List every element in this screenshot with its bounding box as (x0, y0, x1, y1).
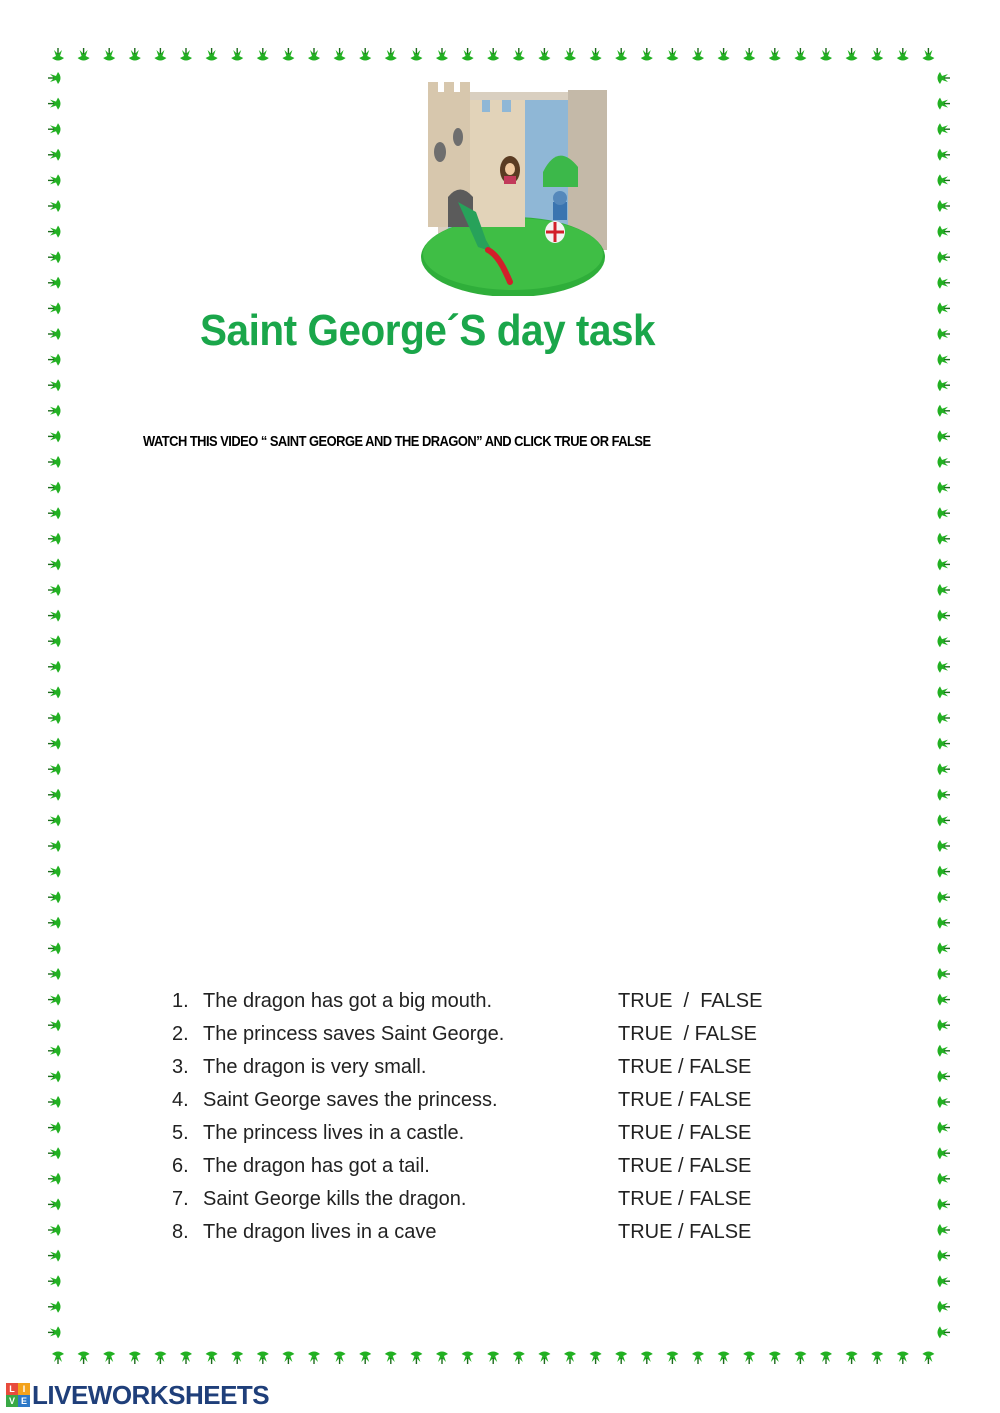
true-false-choice[interactable]: TRUE / FALSE (618, 1023, 757, 1045)
border-leaf-icon (129, 1352, 141, 1365)
border-leaf-icon (938, 1173, 951, 1185)
border-leaf-icon (308, 48, 320, 61)
border-leaf-icon (48, 1122, 61, 1134)
border-leaf-icon (48, 1275, 61, 1287)
border-leaf-icon (48, 72, 61, 84)
border-leaf-icon (48, 1301, 61, 1313)
border-leaf-icon (938, 200, 951, 212)
border-leaf-icon (938, 1326, 951, 1338)
border-leaf-icon (938, 456, 951, 468)
question-item (172, 1217, 812, 1250)
border-leaf-icon (48, 533, 61, 545)
question-number: 4. (172, 1089, 189, 1111)
border-leaf-icon (922, 1352, 934, 1365)
question-item (172, 1118, 812, 1151)
border-leaf-icon (938, 149, 951, 161)
border-leaf-icon (938, 123, 951, 135)
border-leaf-icon (615, 48, 627, 61)
border-leaf-icon (846, 48, 858, 61)
logo-text: LIVEWORKSHEETS (32, 1379, 270, 1410)
border-leaf-icon (794, 1352, 806, 1365)
border-leaf-icon (48, 482, 61, 494)
true-false-choice[interactable]: TRUE / FALSE (618, 1122, 752, 1144)
border-leaf-icon (938, 840, 951, 852)
border-leaf-icon (308, 1352, 320, 1365)
border-leaf-icon (938, 686, 951, 698)
border-leaf-icon (938, 1070, 951, 1082)
border-leaf-icon (718, 1352, 730, 1365)
border-leaf-icon (48, 277, 61, 289)
border-leaf-icon (938, 635, 951, 647)
border-leaf-icon (48, 558, 61, 570)
border-leaf-icon (938, 558, 951, 570)
border-leaf-icon (769, 48, 781, 61)
border-leaf-icon (48, 994, 61, 1006)
border-leaf-icon (48, 814, 61, 826)
question-item (172, 1019, 812, 1052)
border-leaf-icon (48, 174, 61, 186)
border-leaf-icon (938, 1122, 951, 1134)
border-leaf-icon (938, 1147, 951, 1159)
border-leaf-icon (385, 48, 397, 61)
border-leaf-icon (938, 1198, 951, 1210)
border-leaf-icon (48, 1326, 61, 1338)
border-leaf-icon (513, 1352, 525, 1365)
border-leaf-icon (938, 1275, 951, 1287)
border-leaf-icon (231, 48, 243, 61)
border-leaf-icon (48, 226, 61, 238)
border-leaf-icon (938, 1019, 951, 1031)
border-leaf-icon (48, 430, 61, 442)
border-leaf-icon (48, 405, 61, 417)
question-number: 3. (172, 1056, 189, 1078)
border-leaf-icon (282, 48, 294, 61)
border-leaf-icon (938, 866, 951, 878)
border-leaf-icon (938, 251, 951, 263)
border-leaf-icon (871, 48, 883, 61)
question-number: 7. (172, 1188, 189, 1210)
border-leaf-icon (938, 98, 951, 110)
liveworksheets-logo (6, 1380, 269, 1410)
border-leaf-icon (48, 251, 61, 263)
border-leaf-icon (846, 1352, 858, 1365)
border-leaf-icon (48, 149, 61, 161)
question-item (172, 1052, 812, 1085)
border-leaf-icon (436, 48, 448, 61)
border-leaf-icon (48, 942, 61, 954)
instruction-text: WATCH THIS VIDEO “ SAINT GEORGE AND THE DRAGON” AND CLICK TRUE OR FALSE (143, 433, 651, 450)
border-leaf-icon (48, 302, 61, 314)
border-leaf-icon (743, 48, 755, 61)
border-leaf-icon (938, 354, 951, 366)
border-leaf-icon (938, 277, 951, 289)
border-leaf-icon (938, 814, 951, 826)
border-leaf-icon (938, 763, 951, 775)
border-leaf-icon (129, 48, 141, 61)
border-leaf-icon (206, 48, 218, 61)
border-leaf-icon (48, 866, 61, 878)
border-leaf-icon (938, 226, 951, 238)
border-leaf-icon (938, 968, 951, 980)
border-leaf-icon (938, 1224, 951, 1236)
castle-craft-image (418, 72, 607, 296)
border-leaf-icon (359, 1352, 371, 1365)
border-leaf-icon (257, 48, 269, 61)
question-text: The dragon lives in a cave (203, 1221, 437, 1243)
border-leaf-icon (48, 1070, 61, 1082)
border-leaf-icon (48, 1250, 61, 1262)
question-number: 1. (172, 990, 189, 1012)
border-leaf-icon (938, 379, 951, 391)
border-leaf-icon (282, 1352, 294, 1365)
border-leaf-icon (48, 891, 61, 903)
border-leaf-icon (641, 1352, 653, 1365)
border-leaf-icon (48, 968, 61, 980)
question-number: 8. (172, 1221, 189, 1243)
border-leaf-icon (78, 1352, 90, 1365)
border-leaf-icon (743, 1352, 755, 1365)
border-leaf-icon (938, 405, 951, 417)
border-leaf-icon (48, 917, 61, 929)
border-leaf-icon (206, 1352, 218, 1365)
true-false-choice[interactable]: TRUE / FALSE (618, 990, 763, 1012)
border-leaf-icon (938, 891, 951, 903)
border-leaf-icon (938, 1045, 951, 1057)
border-leaf-icon (938, 917, 951, 929)
border-leaf-icon (48, 1045, 61, 1057)
border-leaf-icon (938, 1096, 951, 1108)
border-leaf-icon (666, 1352, 678, 1365)
question-number: 2. (172, 1023, 189, 1045)
border-leaf-icon (897, 1352, 909, 1365)
border-leaf-icon (666, 48, 678, 61)
true-false-choice[interactable]: TRUE / FALSE (618, 1089, 752, 1111)
question-item (172, 1085, 812, 1118)
border-leaf-icon (487, 1352, 499, 1365)
border-leaf-icon (462, 48, 474, 61)
border-leaf-icon (410, 1352, 422, 1365)
border-leaf-icon (938, 661, 951, 673)
border-leaf-icon (48, 635, 61, 647)
border-leaf-icon (410, 48, 422, 61)
border-leaf-icon (436, 1352, 448, 1365)
logo-icon: L I V E (6, 1383, 30, 1407)
question-text: The dragon has got a big mouth. (203, 990, 493, 1012)
border-leaf-icon (154, 1352, 166, 1365)
true-false-choice[interactable]: TRUE / FALSE (618, 1221, 752, 1243)
border-leaf-icon (48, 379, 61, 391)
border-leaf-icon (938, 994, 951, 1006)
border-leaf-icon (938, 712, 951, 724)
question-text: The princess saves Saint George. (203, 1023, 505, 1045)
true-false-choice[interactable]: TRUE / FALSE (618, 1188, 752, 1210)
border-leaf-icon (769, 1352, 781, 1365)
question-text: Saint George saves the princess. (203, 1089, 498, 1111)
border-leaf-icon (359, 48, 371, 61)
border-leaf-icon (48, 712, 61, 724)
border-leaf-icon (180, 48, 192, 61)
border-leaf-icon (692, 1352, 704, 1365)
question-item (172, 986, 812, 1019)
border-leaf-icon (48, 123, 61, 135)
border-leaf-icon (564, 1352, 576, 1365)
border-leaf-icon (938, 1301, 951, 1313)
border-leaf-icon (820, 48, 832, 61)
border-leaf-icon (334, 48, 346, 61)
border-leaf-icon (48, 1096, 61, 1108)
border-leaf-icon (48, 584, 61, 596)
border-leaf-icon (871, 1352, 883, 1365)
border-leaf-icon (938, 738, 951, 750)
question-list (172, 986, 812, 1250)
border-leaf-icon (538, 1352, 550, 1365)
border-leaf-icon (641, 48, 653, 61)
border-leaf-icon (48, 1147, 61, 1159)
true-false-choice[interactable]: TRUE / FALSE (618, 1155, 752, 1177)
border-leaf-icon (938, 430, 951, 442)
border-leaf-icon (794, 48, 806, 61)
border-leaf-icon (938, 302, 951, 314)
border-leaf-icon (938, 584, 951, 596)
border-leaf-icon (938, 328, 951, 340)
border-leaf-icon (487, 48, 499, 61)
border-leaf-icon (48, 686, 61, 698)
video-embed-area[interactable] (143, 470, 843, 940)
border-leaf-icon (538, 48, 550, 61)
border-leaf-icon (154, 48, 166, 61)
border-leaf-icon (462, 1352, 474, 1365)
border-leaf-icon (103, 48, 115, 61)
border-leaf-icon (718, 48, 730, 61)
border-leaf-icon (78, 48, 90, 61)
border-leaf-icon (897, 48, 909, 61)
border-leaf-icon (590, 48, 602, 61)
border-leaf-icon (513, 48, 525, 61)
border-leaf-icon (48, 1173, 61, 1185)
border-leaf-icon (938, 507, 951, 519)
question-number: 6. (172, 1155, 189, 1177)
border-leaf-icon (48, 789, 61, 801)
border-leaf-icon (590, 1352, 602, 1365)
question-item (172, 1151, 812, 1184)
border-leaf-icon (48, 200, 61, 212)
border-leaf-icon (180, 1352, 192, 1365)
border-leaf-icon (52, 48, 64, 61)
border-leaf-icon (48, 763, 61, 775)
border-leaf-icon (938, 482, 951, 494)
border-leaf-icon (615, 1352, 627, 1365)
question-text: The dragon is very small. (203, 1056, 427, 1078)
border-leaf-icon (938, 174, 951, 186)
question-text: The dragon has got a tail. (203, 1155, 430, 1177)
border-leaf-icon (922, 48, 934, 61)
question-text: The princess lives in a castle. (203, 1122, 465, 1144)
border-leaf-icon (52, 1352, 64, 1365)
border-leaf-icon (48, 738, 61, 750)
border-leaf-icon (48, 610, 61, 622)
border-leaf-icon (48, 98, 61, 110)
border-leaf-icon (938, 942, 951, 954)
border-leaf-icon (48, 507, 61, 519)
border-leaf-icon (938, 610, 951, 622)
border-leaf-icon (938, 72, 951, 84)
border-leaf-icon (48, 1224, 61, 1236)
question-text: Saint George kills the dragon. (203, 1188, 467, 1210)
border-leaf-icon (257, 1352, 269, 1365)
border-leaf-icon (48, 328, 61, 340)
border-leaf-icon (48, 1019, 61, 1031)
border-leaf-icon (48, 661, 61, 673)
true-false-choice[interactable]: TRUE / FALSE (618, 1056, 752, 1078)
border-leaf-icon (820, 1352, 832, 1365)
border-leaf-icon (564, 48, 576, 61)
border-leaf-icon (48, 840, 61, 852)
question-number: 5. (172, 1122, 189, 1144)
border-leaf-icon (48, 354, 61, 366)
border-leaf-icon (48, 456, 61, 468)
border-leaf-icon (385, 1352, 397, 1365)
border-leaf-icon (48, 1198, 61, 1210)
page-title: Saint George´S day task (200, 306, 656, 355)
border-leaf-icon (231, 1352, 243, 1365)
border-leaf-icon (692, 48, 704, 61)
border-leaf-icon (938, 1250, 951, 1262)
border-leaf-icon (103, 1352, 115, 1365)
question-item (172, 1184, 812, 1217)
border-leaf-icon (334, 1352, 346, 1365)
border-leaf-icon (938, 789, 951, 801)
border-leaf-icon (938, 533, 951, 545)
